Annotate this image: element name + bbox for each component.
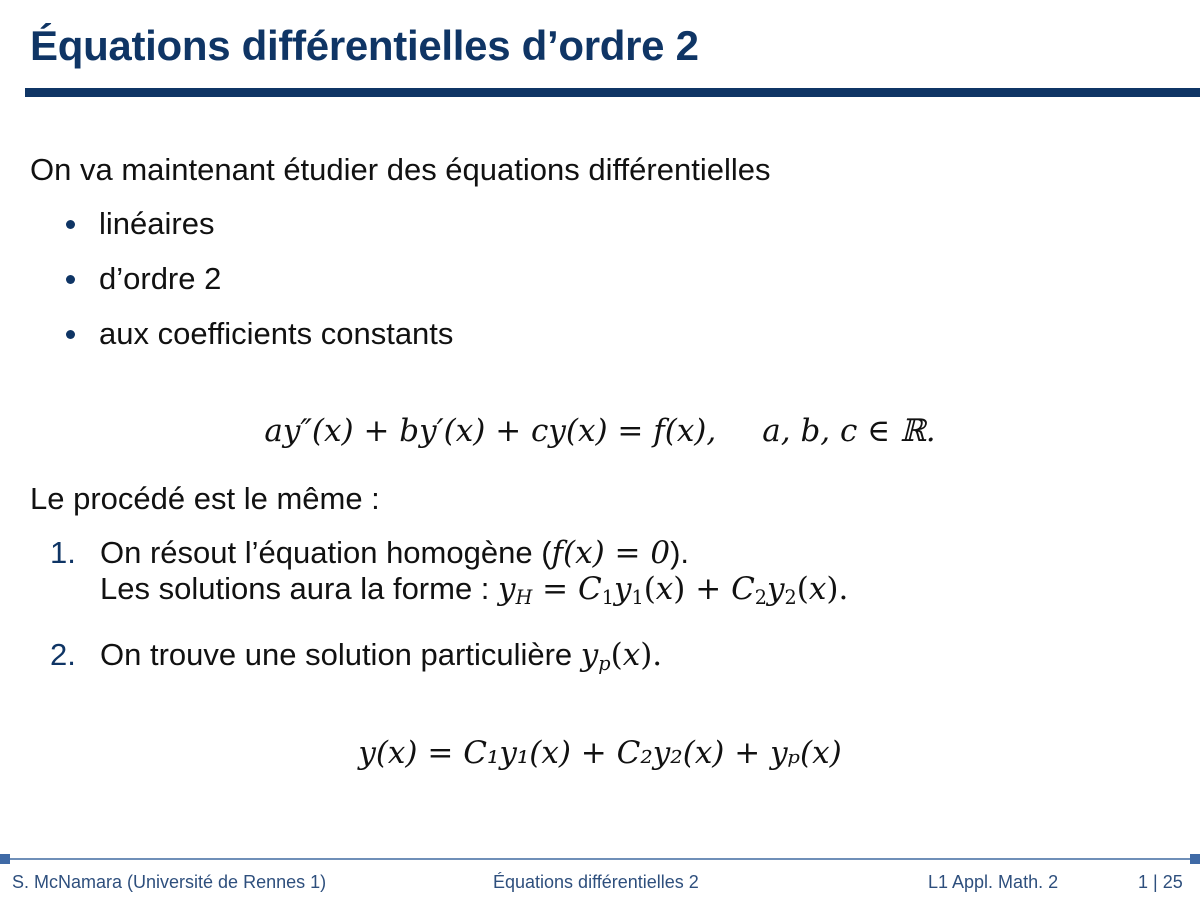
- step-text: Les solutions aura la forme :: [100, 571, 499, 606]
- bullet-text: linéaires: [99, 206, 215, 241]
- step-2: [50, 637, 662, 673]
- footer-course: L1 Appl. Math. 2: [928, 872, 1059, 892]
- step-number: 2.: [50, 637, 76, 672]
- step-1-line2: [50, 571, 848, 607]
- general-solution-equation: [0, 735, 1200, 771]
- bullet-dot-icon: [66, 330, 75, 339]
- intro-text: On va maintenant étudier des équations différentielles: [30, 152, 771, 187]
- list-item: [66, 257, 453, 312]
- footer-title: Équations différentielles 2: [493, 872, 699, 892]
- step-text-end: ).: [670, 535, 690, 570]
- step-math: f(x) = 0: [551, 535, 671, 571]
- particular-solution: $y_p(x)$.: [580, 637, 663, 675]
- equation-lhs: ay″(x) + by′(x) + cy(x) = f(x),: [264, 413, 717, 449]
- step-number: 1.: [50, 535, 76, 570]
- bullet-text: aux coefficients constants: [99, 316, 454, 351]
- bullet-list: [66, 202, 453, 367]
- main-equation: [0, 413, 1200, 449]
- step-text: On trouve une solution particulière: [100, 637, 581, 672]
- equation-domain: a, b, c ∈ ℝ.: [762, 413, 936, 449]
- footer-author: S. McNamara (Université de Rennes 1): [12, 872, 327, 892]
- procedure-intro: Le procédé est le même :: [30, 481, 380, 516]
- footer-rule: [0, 858, 1200, 860]
- title-underline: [25, 88, 1200, 97]
- nav-marker-right-icon: [1190, 854, 1200, 864]
- list-item: [66, 312, 453, 367]
- slide-title: Équations différentielles d’ordre 2: [30, 22, 699, 69]
- bullet-dot-icon: [66, 220, 75, 229]
- step-1: [50, 535, 848, 607]
- step-text: On résout l’équation homogène (: [100, 535, 552, 570]
- nav-marker-left-icon: [0, 854, 10, 864]
- homogeneous-solution: $y_H = C_1y_1(x) + C_2y_2(x)$.: [498, 571, 849, 609]
- bullet-dot-icon: [66, 275, 75, 284]
- footer-page-number: 1 | 25: [1138, 872, 1183, 892]
- list-item: [66, 202, 453, 257]
- final-equation: y(x) = C₁y₁(x) + C₂y₂(x) + yₚ(x): [358, 735, 842, 771]
- bullet-text: d’ordre 2: [99, 261, 222, 296]
